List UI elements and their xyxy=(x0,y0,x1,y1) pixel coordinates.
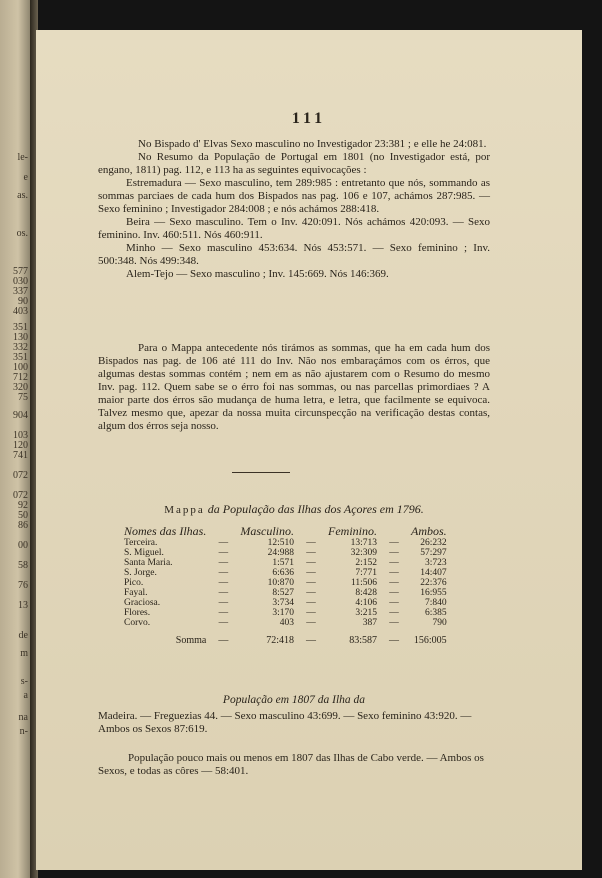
book-page xyxy=(36,30,582,870)
masculino-value: 12:510 xyxy=(267,538,295,548)
left-page-fragment: 76 xyxy=(18,580,28,591)
header-feminino: Feminino. xyxy=(328,524,378,538)
left-page-fragment: na xyxy=(18,712,28,723)
island-name: Corvo. xyxy=(124,618,151,628)
table-total-row xyxy=(118,628,453,646)
dash-separator: — xyxy=(218,548,229,558)
dash-separator: — xyxy=(306,568,316,578)
dash-separator: — xyxy=(218,635,229,646)
paragraph-mappa-note xyxy=(98,342,490,433)
left-page-fragment: n- xyxy=(19,726,28,737)
left-page-fragment: de xyxy=(18,630,28,641)
masculino-value: 10:870 xyxy=(267,578,295,588)
left-page-fragment: 030 xyxy=(13,276,28,287)
left-page-fragment: e xyxy=(23,172,28,183)
left-page-fragment: 130 xyxy=(13,332,28,343)
left-page-edge xyxy=(0,0,30,878)
left-page-fragment: 351 xyxy=(13,322,28,333)
total-feminino: 83:587 xyxy=(349,635,378,646)
ambos-value: 7:840 xyxy=(425,598,447,608)
table-title xyxy=(98,502,490,517)
population-table xyxy=(118,526,453,646)
left-page-fragment: 337 xyxy=(13,286,28,297)
dash-separator: — xyxy=(218,618,229,628)
header-nomes: Nomes das Ilhas. xyxy=(124,524,207,538)
feminino-value: 3:215 xyxy=(355,608,378,618)
dash-separator: — xyxy=(389,618,399,628)
table-row xyxy=(118,608,453,618)
island-name: Fayal. xyxy=(124,588,148,598)
table-row xyxy=(118,568,453,578)
dash-separator: — xyxy=(218,558,229,568)
left-page-fragment: 75 xyxy=(18,392,28,403)
feminino-value: 11:506 xyxy=(350,578,378,588)
island-name: Graciosa. xyxy=(124,598,161,608)
masculino-value: 6:636 xyxy=(272,568,295,578)
left-page-fragment: le- xyxy=(17,152,28,163)
dash-separator: — xyxy=(306,635,317,646)
island-name: Flores. xyxy=(124,608,151,618)
dash-separator: — xyxy=(389,588,399,598)
dash-separator: — xyxy=(389,608,399,618)
table-body xyxy=(118,538,453,646)
paragraph-resumo: No Resumo da População de Portugal em 1801 (no Investigador está, por engano, 1811) pag. 112, e 113 ha as seguintes equivocações : xyxy=(98,151,490,176)
feminino-value: 4:106 xyxy=(355,598,378,608)
left-page-fragment: s- xyxy=(20,676,28,687)
total-label: Somma xyxy=(175,635,207,646)
island-name: Santa Maria. xyxy=(124,558,173,568)
left-page-fragment: a xyxy=(23,690,28,701)
header-masculino: Masculino. xyxy=(240,524,295,538)
left-page-fragment: 90 xyxy=(18,296,28,307)
ambos-value: 57:297 xyxy=(420,548,447,558)
paragraph-estremadura: Estremadura — Sexo masculino, tem 289:985 : entretanto que nós, sommando as sommas parciaes de cada hum dos Bispados nas pag. 106 e 107, achámos 287:985. — Sexo feminino ; Investigador 284:008 ; e nós achámos 288:418. xyxy=(98,177,490,215)
dash-separator: — xyxy=(306,608,316,618)
left-page-fragment: 86 xyxy=(18,520,28,531)
left-page-fragment: 072 xyxy=(13,490,28,501)
madeira-text: Madeira. — Freguezias 44. — Sexo masculino 43:699. — Sexo feminino 43:920. — Ambos os Sexos 87:619. xyxy=(98,710,472,735)
left-page-fragment: 92 xyxy=(18,500,28,511)
ambos-value: 26:232 xyxy=(420,538,447,548)
ambos-value: 14:407 xyxy=(420,568,447,578)
masculino-value: 1:571 xyxy=(272,558,295,568)
dash-separator: — xyxy=(306,618,316,628)
table-row xyxy=(118,538,453,548)
table-title-rest: da População das Ilhas dos Açores em 1796. xyxy=(207,502,424,516)
dash-separator: — xyxy=(218,578,229,588)
masculino-value: 8:527 xyxy=(272,588,295,598)
left-page-fragment: 13 xyxy=(18,600,28,611)
island-name: S. Miguel. xyxy=(124,548,164,558)
left-page-fragment: 332 xyxy=(13,342,28,353)
ambos-value: 3:723 xyxy=(425,558,447,568)
dash-separator: — xyxy=(306,538,316,548)
ambos-value: 16:955 xyxy=(420,588,447,598)
left-page-fragment: 320 xyxy=(13,382,28,393)
dash-separator: — xyxy=(389,548,399,558)
feminino-value: 7:771 xyxy=(355,568,378,578)
left-page-fragment: 403 xyxy=(13,306,28,317)
feminino-value: 2:152 xyxy=(355,558,378,568)
left-page-fragment: 00 xyxy=(18,540,28,551)
total-masculino: 72:418 xyxy=(266,635,295,646)
left-page-fragment: os. xyxy=(16,228,28,239)
left-page-fragment: 58 xyxy=(18,560,28,571)
ambos-value: 6:385 xyxy=(425,608,447,618)
table-row xyxy=(118,558,453,568)
dash-separator: — xyxy=(218,538,229,548)
total-ambos: 156:005 xyxy=(413,635,447,646)
masculino-value: 24:988 xyxy=(267,548,295,558)
left-page-fragment: 351 xyxy=(13,352,28,363)
table-row xyxy=(118,578,453,588)
island-name: Terceira. xyxy=(124,538,158,548)
island-name: S. Jorge. xyxy=(124,568,157,578)
dash-separator: — xyxy=(389,558,399,568)
paragraph-beira: Beira — Sexo masculino. Tem o Inv. 420:091. Nós achámos 420:093. — Sexo feminino. Inv. 460:511. Nós 460:911. xyxy=(98,216,490,241)
island-name: Pico. xyxy=(124,578,144,588)
paragraph-mappa-text: Para o Mappa antecedente nós tirámos as sommas, que ha em cada hum dos Bispados nas pag. de 106 até 111 do Inv. Não nos embaraçámos com os érros, que algumas destas sommas contém ; nem em as não ajustarem com o Resumo do mesmo Inv. pag. 112. Quem sabe se o érro foi nas sommas, ou nas parcellas primordiaes ? A maior parte dos érros são mudança de huma letra, e letra, que facilmente se equivoca. Talvez mesmo que, apezar da nossa muita circunspecção na verificação destas contas, algum dos érros seja nosso. xyxy=(98,342,490,432)
dash-separator: — xyxy=(389,578,399,588)
left-page-fragment: 741 xyxy=(13,450,28,461)
table-header-row xyxy=(118,526,453,538)
left-page-fragment: 904 xyxy=(13,410,28,421)
dash-separator: — xyxy=(389,568,399,578)
feminino-value: 32:309 xyxy=(350,548,378,558)
dash-separator: — xyxy=(218,588,229,598)
masculino-value: 403 xyxy=(279,618,295,628)
left-page-fragment: 712 xyxy=(13,372,28,383)
dash-separator: — xyxy=(389,635,400,646)
paragraph-elvas: No Bispado d' Elvas Sexo masculino no Investigador 23:381 ; e elle he 24:081. xyxy=(138,138,487,150)
header-ambos: Ambos. xyxy=(411,524,447,538)
table-title-mappa: Mappa xyxy=(164,504,205,516)
left-page-fragment: 577 xyxy=(13,266,28,277)
ambos-value: 790 xyxy=(432,618,447,628)
table-row xyxy=(118,548,453,558)
feminino-value: 387 xyxy=(362,618,378,628)
table-row xyxy=(118,588,453,598)
dash-separator: — xyxy=(218,568,229,578)
feminino-value: 8:428 xyxy=(355,588,378,598)
dash-separator: — xyxy=(306,558,316,568)
table-row xyxy=(118,618,453,628)
left-page-fragment: as. xyxy=(17,190,28,201)
dash-separator: — xyxy=(218,598,229,608)
masculino-value: 3:734 xyxy=(272,598,295,608)
masculino-value: 3:170 xyxy=(272,608,295,618)
dash-separator: — xyxy=(389,538,399,548)
ambos-value: 22:376 xyxy=(420,578,447,588)
dash-separator: — xyxy=(306,548,316,558)
errata-section xyxy=(98,138,490,281)
left-page-fragment: 120 xyxy=(13,440,28,451)
left-page-fragment: m xyxy=(20,648,28,659)
cabo-verde-text: População pouco mais ou menos em 1807 das Ilhas de Cabo verde. — Ambos os Sexos, e todas as côres — 58:401. xyxy=(98,752,484,777)
table-row xyxy=(118,598,453,608)
left-page-fragment: 50 xyxy=(18,510,28,521)
section-divider xyxy=(232,472,290,473)
dash-separator: — xyxy=(306,598,316,608)
dash-separator: — xyxy=(218,608,229,618)
dash-separator: — xyxy=(389,598,399,608)
paragraph-minho: Minho — Sexo masculino 453:634. Nós 453:571. — Sexo feminino ; Inv. 500:348. Nós 499:348. xyxy=(98,242,490,267)
left-page-fragment: 103 xyxy=(13,430,28,441)
dash-separator: — xyxy=(306,578,316,588)
madeira-title: População em 1807 da Ilha da xyxy=(222,694,366,706)
left-page-fragment: 100 xyxy=(13,362,28,373)
page-number: 111 xyxy=(291,110,327,127)
dash-separator: — xyxy=(306,588,316,598)
paragraph-alem-tejo: Alem-Tejo — Sexo masculino ; Inv. 145:669. Nós 146:369. xyxy=(126,268,389,280)
left-page-fragment: 072 xyxy=(13,470,28,481)
feminino-value: 13:713 xyxy=(350,538,378,548)
